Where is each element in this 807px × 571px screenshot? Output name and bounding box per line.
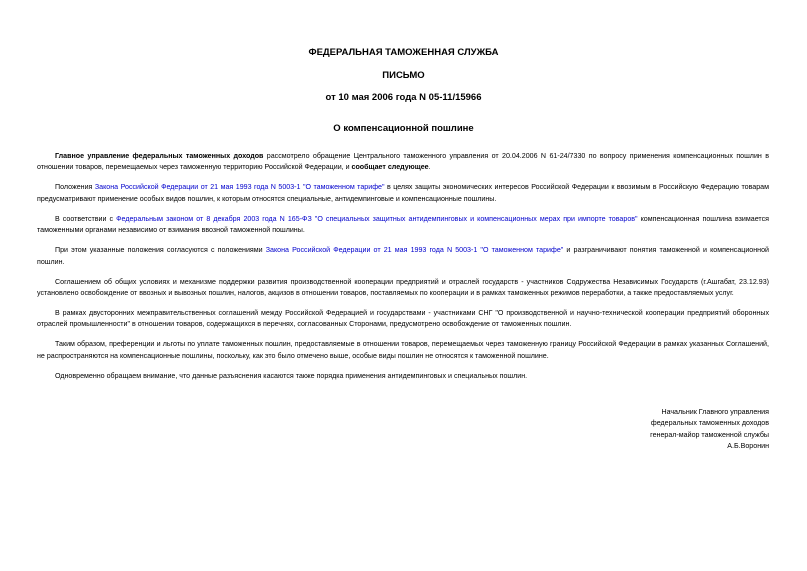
paragraph-4 [37,245,769,268]
signature-name: А.Б.Воронин [727,442,769,451]
paragraph-7: Таким образом, преференции и льготы по уплате таможенных пошлин, предоставляемые в отношении товаров, перемещаемых через таможенную границу Российской Федерации в рамках указанных Соглашений, не распространяются на компенсационные пошлины, поскольку, как это было отмечено выше, особые виды пошлин не относятся к таможенной пошлине. [37,340,769,360]
document-date-number: от 10 мая 2006 года N 05-11/15966 [325,92,482,103]
paragraph-end: . [428,163,431,172]
paragraph-text: В соответствии с [55,214,117,223]
paragraph-2 [37,182,769,205]
paragraph-8: Одновременно обращаем внимание, что данные разъяснения касаются также порядка применения антидемпинговых и специальных пошлин. [55,371,528,380]
law-link-customs-tariff[interactable]: Закона Российской Федерации от 21 мая 1993 года N 5003-1 "О таможенном тарифе" [94,183,385,192]
agency-title: ФЕДЕРАЛЬНАЯ ТАМОЖЕННАЯ СЛУЖБА [308,47,499,58]
signature-line-rank: генерал-майор таможенной службы [650,430,769,439]
paragraph-lead-bold: Главное управление федеральных таможенных доходов [55,152,264,160]
paragraph-tail-bold: сообщает следующее [351,163,429,172]
paragraph-5: Соглашением об общих условиях и механизме поддержки развития производственной кооперации предприятий и отраслей государств - участников Содружества Независимых Государств (г.Ашгабат, 23.12.93) установлено освобождение от ввозных и вывозных пошлин, налогов, акцизов в отношении товаров, поставляемых по кооперации и в рамках таможенных режимов переработки, а также предоставляемых услуг. [37,277,769,298]
paragraph-text: и разграничивают понятия таможенной и компенсационной пошлин. [37,246,769,266]
paragraph-text: Положения [55,183,95,192]
paragraph-text: в целях защиты экономических интересов Российской Федерации к ввозимым в Российскую Федерацию товарам предусматривают применение особых видов пошлин, к которым относятся специальные, антидемпинговые и компенсационные пошлины. [37,183,769,203]
signature-block [650,407,769,453]
signature-line-position: Начальник Главного управления [661,408,769,416]
paragraph-3 [37,214,769,237]
law-link-federal-law-165[interactable]: Федеральным законом от 8 декабря 2003 года N 165-ФЗ "О специальных защитных антидемпинговых и компенсационных мерах при импорте товаров" [116,214,638,223]
document-subject: О компенсационной пошлине [333,123,474,134]
law-link-customs-tariff-2[interactable]: Закона Российской Федерации от 21 мая 1993 года N 5003-1 "О таможенном тарифе" [265,246,564,255]
paragraph-6: В рамках двусторонних межправительственных соглашений между Российской Федерацией и государствами - участниками СНГ "О производственной и научно-технической кооперации предприятий оборонных отраслей промышленности" в отношении товаров, содержащихся в перечнях, согласованных Сторонами, предусмотрено освобождение от таможенных пошлин. [37,309,769,329]
paragraph-text: рассмотрело обращение Центрального таможенного управления от 20.04.2006 N 61-24/7330 по вопросу применения компенсационных пошлин в отношении товаров, перемещаемых через таможенную территорию Российской Федерации, и [37,152,769,172]
document-type: ПИСЬМО [382,70,425,81]
paragraph-1 [37,151,769,174]
paragraph-text: При этом указанные положения согласуются с положениями [55,246,266,255]
paragraph-text: компенсационная пошлина взимается таможенными органами независимо от взимания ввозной таможенной пошлины. [37,214,769,235]
document-body [37,151,769,382]
signature-line-department: федеральных таможенных доходов [650,419,769,428]
